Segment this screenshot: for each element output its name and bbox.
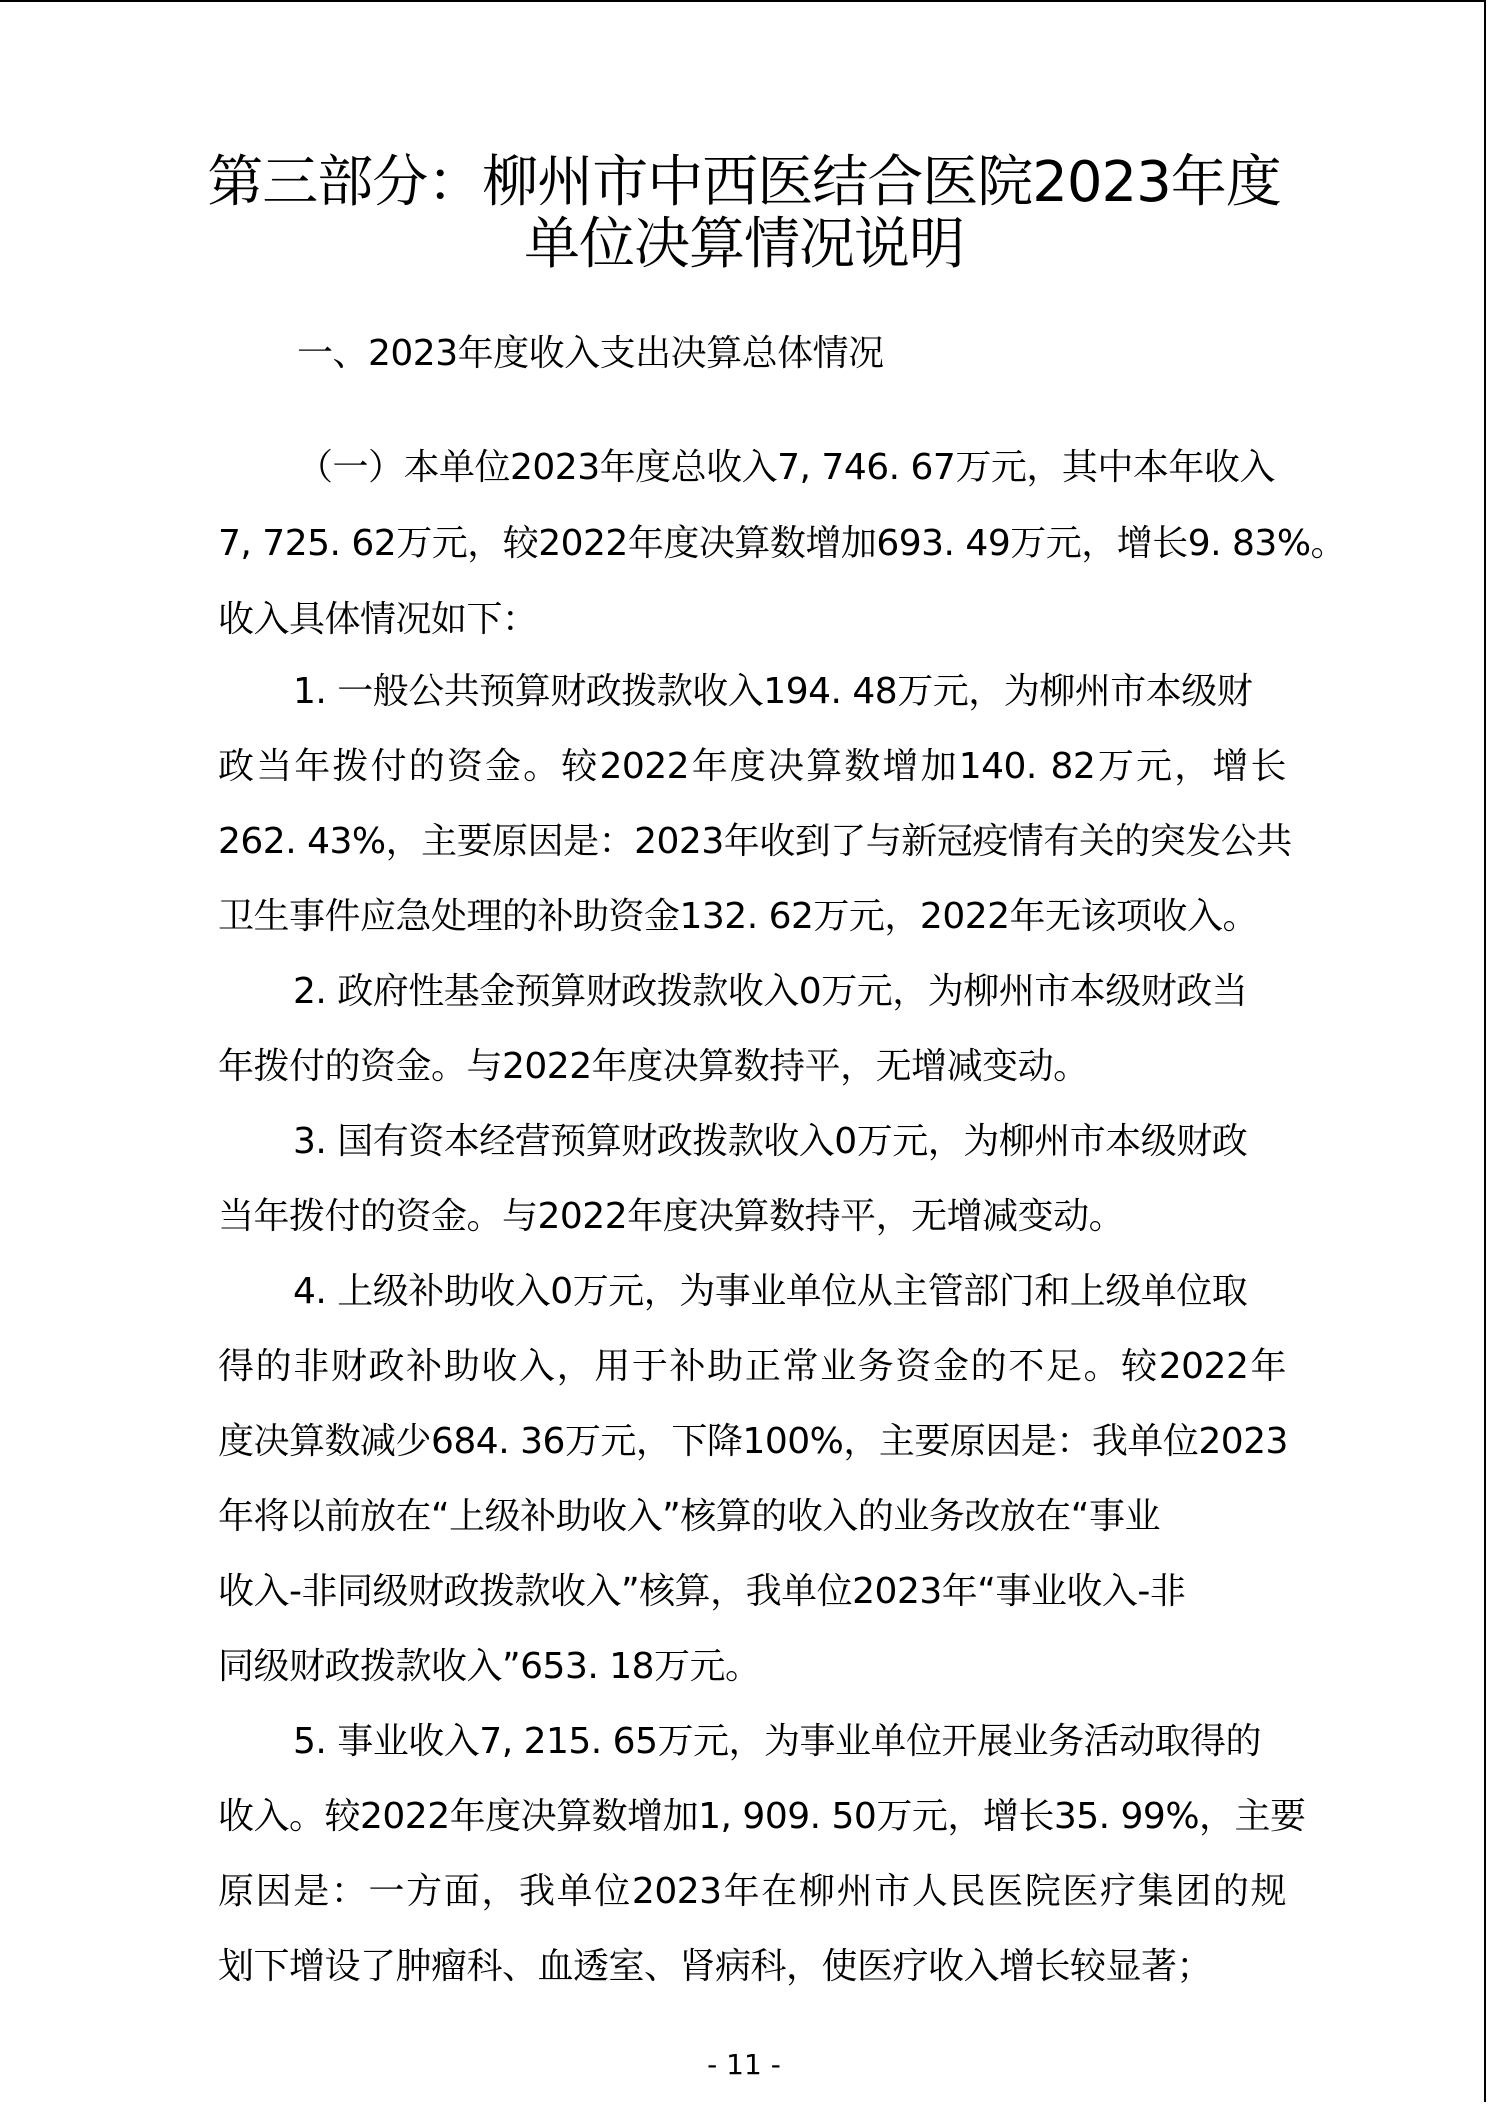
body-line: 7, 725. 62万元，较2022年度决算数增加693. 49万元，增长9. 83%。 — [218, 523, 1347, 564]
body-line: 年拨付的资金。与2022年度决算数持平，无增减变动。 — [218, 1046, 1089, 1087]
body-line: 度决算数减少684. 36万元，下降100%，主要原因是：我单位2023 — [218, 1421, 1288, 1462]
body-line: 2. 政府性基金预算财政拨款收入0万元，为柳州市本级财政当 — [293, 971, 1248, 1012]
page-number: - 11 - — [707, 2048, 781, 2081]
body-line: 当年拨付的资金。与2022年度决算数持平，无增减变动。 — [218, 1196, 1125, 1237]
body-line: 262. 43%，主要原因是：2023年收到了与新冠疫情有关的突发公共 — [218, 821, 1292, 862]
body-line: 1. 一般公共预算财政拨款收入194. 48万元，为柳州市本级财 — [293, 671, 1253, 712]
body-line: 同级财政拨款收入”653. 18万元。 — [218, 1646, 761, 1687]
body-line: 3. 国有资本经营预算财政拨款收入0万元，为柳州市本级财政 — [293, 1121, 1248, 1162]
body-line: 5. 事业收入7, 215. 65万元，为事业单位开展业务活动取得的 — [293, 1721, 1261, 1762]
document-title-line-2: 单位决算情况说明 — [524, 212, 964, 277]
body-line: 卫生事件应急处理的补助资金132. 62万元，2022年无该项收入。 — [218, 896, 1259, 937]
body-line: 得的非财政补助收入，用于补助正常业务资金的不足。较2022年 — [218, 1346, 1286, 1387]
body-line: 划下增设了肿瘤科、血透室、肾病科，使医疗收入增长较显著； — [218, 1946, 1213, 1987]
body-line: （一）本单位2023年度总收入7, 746. 67万元，其中本年收入 — [297, 447, 1275, 488]
body-line: 年将以前放在“上级补助收入”核算的收入的业务改放在“事业 — [218, 1496, 1160, 1537]
body-line: 收入具体情况如下： — [218, 599, 538, 640]
document-title-line-1: 第三部分：柳州市中西医结合医院2023年度 — [207, 150, 1281, 215]
body-line: 政当年拨付的资金。较2022年度决算数增加140. 82万元，增长 — [218, 746, 1286, 787]
body-line: 原因是：一方面，我单位2023年在柳州市人民医院医疗集团的规 — [218, 1871, 1286, 1912]
section-heading: 一、2023年度收入支出决算总体情况 — [297, 333, 884, 374]
body-line: 收入。较2022年度决算数增加1, 909. 50万元，增长35. 99%，主要 — [218, 1796, 1306, 1837]
body-line: 4. 上级补助收入0万元，为事业单位从主管部门和上级单位取 — [293, 1271, 1248, 1312]
body-line: 收入-非同级财政拨款收入”核算，我单位2023年“事业收入-非 — [218, 1571, 1186, 1612]
